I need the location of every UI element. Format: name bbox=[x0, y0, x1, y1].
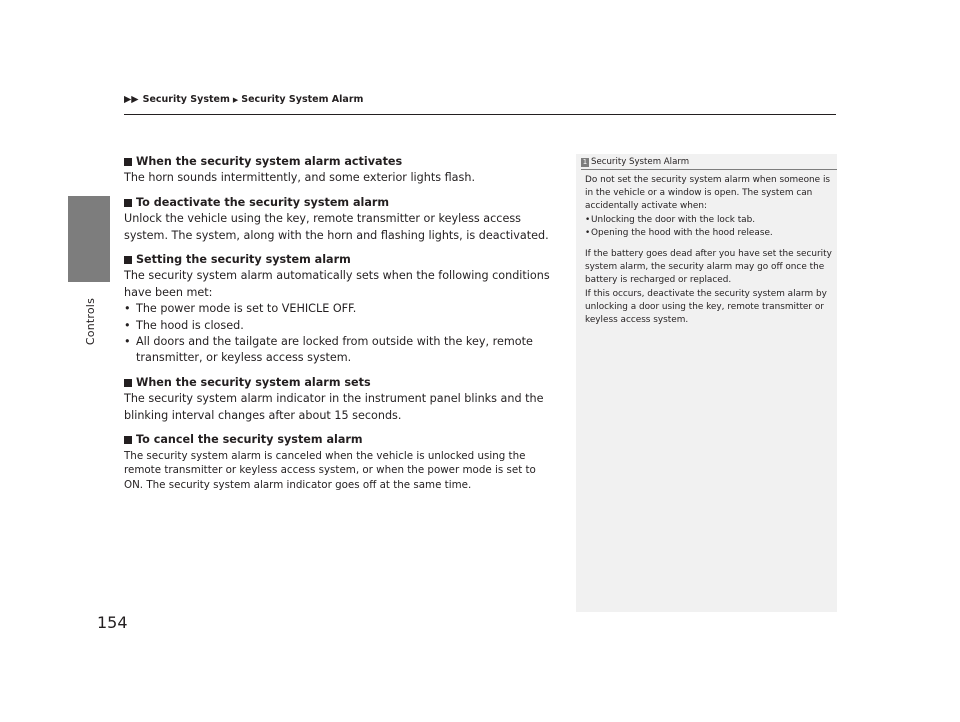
section-alarm-sets bbox=[124, 375, 556, 424]
list-item: • Opening the hood with the hood release. bbox=[585, 227, 833, 240]
square-bullet-icon bbox=[124, 256, 132, 264]
square-bullet-icon bbox=[124, 199, 132, 207]
breadcrumb-item-security-system[interactable]: Security System bbox=[142, 94, 230, 105]
note-paragraph: If this occurs, deactivate the security system alarm by unlocking a door using the key, remote transmitter or keyless access system. bbox=[585, 288, 827, 326]
section-alarm-activates bbox=[124, 154, 556, 187]
note-number-badge: 1 bbox=[582, 157, 588, 166]
section-heading: To cancel the security system alarm bbox=[136, 433, 363, 447]
bullet-icon: • bbox=[124, 318, 131, 332]
bullet-icon: • bbox=[124, 302, 131, 316]
section-cancel-alarm bbox=[124, 432, 556, 492]
arrow-icon: ▶ bbox=[232, 95, 239, 104]
section-body: The horn sounds intermittently, and some exterior lights flash. bbox=[124, 171, 475, 185]
note-intro: Do not set the security system alarm when someone is in the vehicle or a window is open. The system can accidentally activate when: bbox=[585, 175, 831, 212]
header-divider bbox=[124, 114, 836, 115]
section-setting-alarm bbox=[124, 252, 556, 367]
list-item: • Unlocking the door with the lock tab. bbox=[585, 214, 833, 227]
section-heading: When the security system alarm activates bbox=[136, 155, 403, 168]
bullet-icon: • bbox=[585, 227, 591, 238]
page-number: 154 bbox=[97, 613, 128, 632]
square-bullet-icon bbox=[124, 158, 132, 166]
list-item: • The power mode is set to VEHICLE OFF. bbox=[124, 301, 556, 317]
section-heading: Setting the security system alarm bbox=[136, 253, 351, 267]
section-heading: When the security system alarm sets bbox=[136, 375, 371, 389]
main-content bbox=[124, 154, 556, 500]
chapter-label: Controls bbox=[84, 298, 97, 346]
side-note-panel bbox=[576, 154, 837, 612]
note-body bbox=[585, 174, 833, 327]
breadcrumb bbox=[124, 94, 363, 105]
square-bullet-icon bbox=[124, 379, 132, 387]
chapter-tab bbox=[68, 196, 110, 282]
note-divider bbox=[581, 169, 837, 170]
note-paragraph: If the battery goes dead after you have set the security system alarm, the security alarm may go off once the battery is recharged or replaced. bbox=[585, 249, 832, 286]
section-body: The security system alarm indicator in the instrument panel blinks and the blinking interval changes after about 15 seconds. bbox=[124, 392, 544, 422]
bullet-icon: • bbox=[124, 335, 131, 349]
bullet-icon: • bbox=[585, 214, 591, 225]
note-header bbox=[576, 157, 837, 167]
note-title[interactable]: Security System Alarm bbox=[591, 157, 690, 167]
section-body: Unlock the vehicle using the key, remote transmitter or keyless access system. The system, along with the horn and flashing lights, is deactivated. bbox=[124, 212, 549, 242]
list-item: • All doors and the tailgate are locked from outside with the key, remote transmitter, or keyless access system. bbox=[124, 334, 556, 367]
double-arrow-icon: ▶▶ bbox=[124, 94, 139, 105]
square-bullet-icon bbox=[124, 436, 132, 444]
section-deactivate-alarm bbox=[124, 195, 556, 244]
list-item: • The hood is closed. bbox=[124, 318, 556, 334]
section-body: The security system alarm is canceled when the vehicle is unlocked using the remote transmitter or keyless access system, or when the power mode is set to ON. The security system alarm indicator goes off at the same time. bbox=[124, 449, 536, 491]
breadcrumb-item-security-system-alarm[interactable]: Security System Alarm bbox=[241, 94, 364, 105]
section-body: The security system alarm automatically sets when the following conditions have been met: bbox=[124, 269, 550, 299]
section-heading: To deactivate the security system alarm bbox=[136, 195, 390, 209]
